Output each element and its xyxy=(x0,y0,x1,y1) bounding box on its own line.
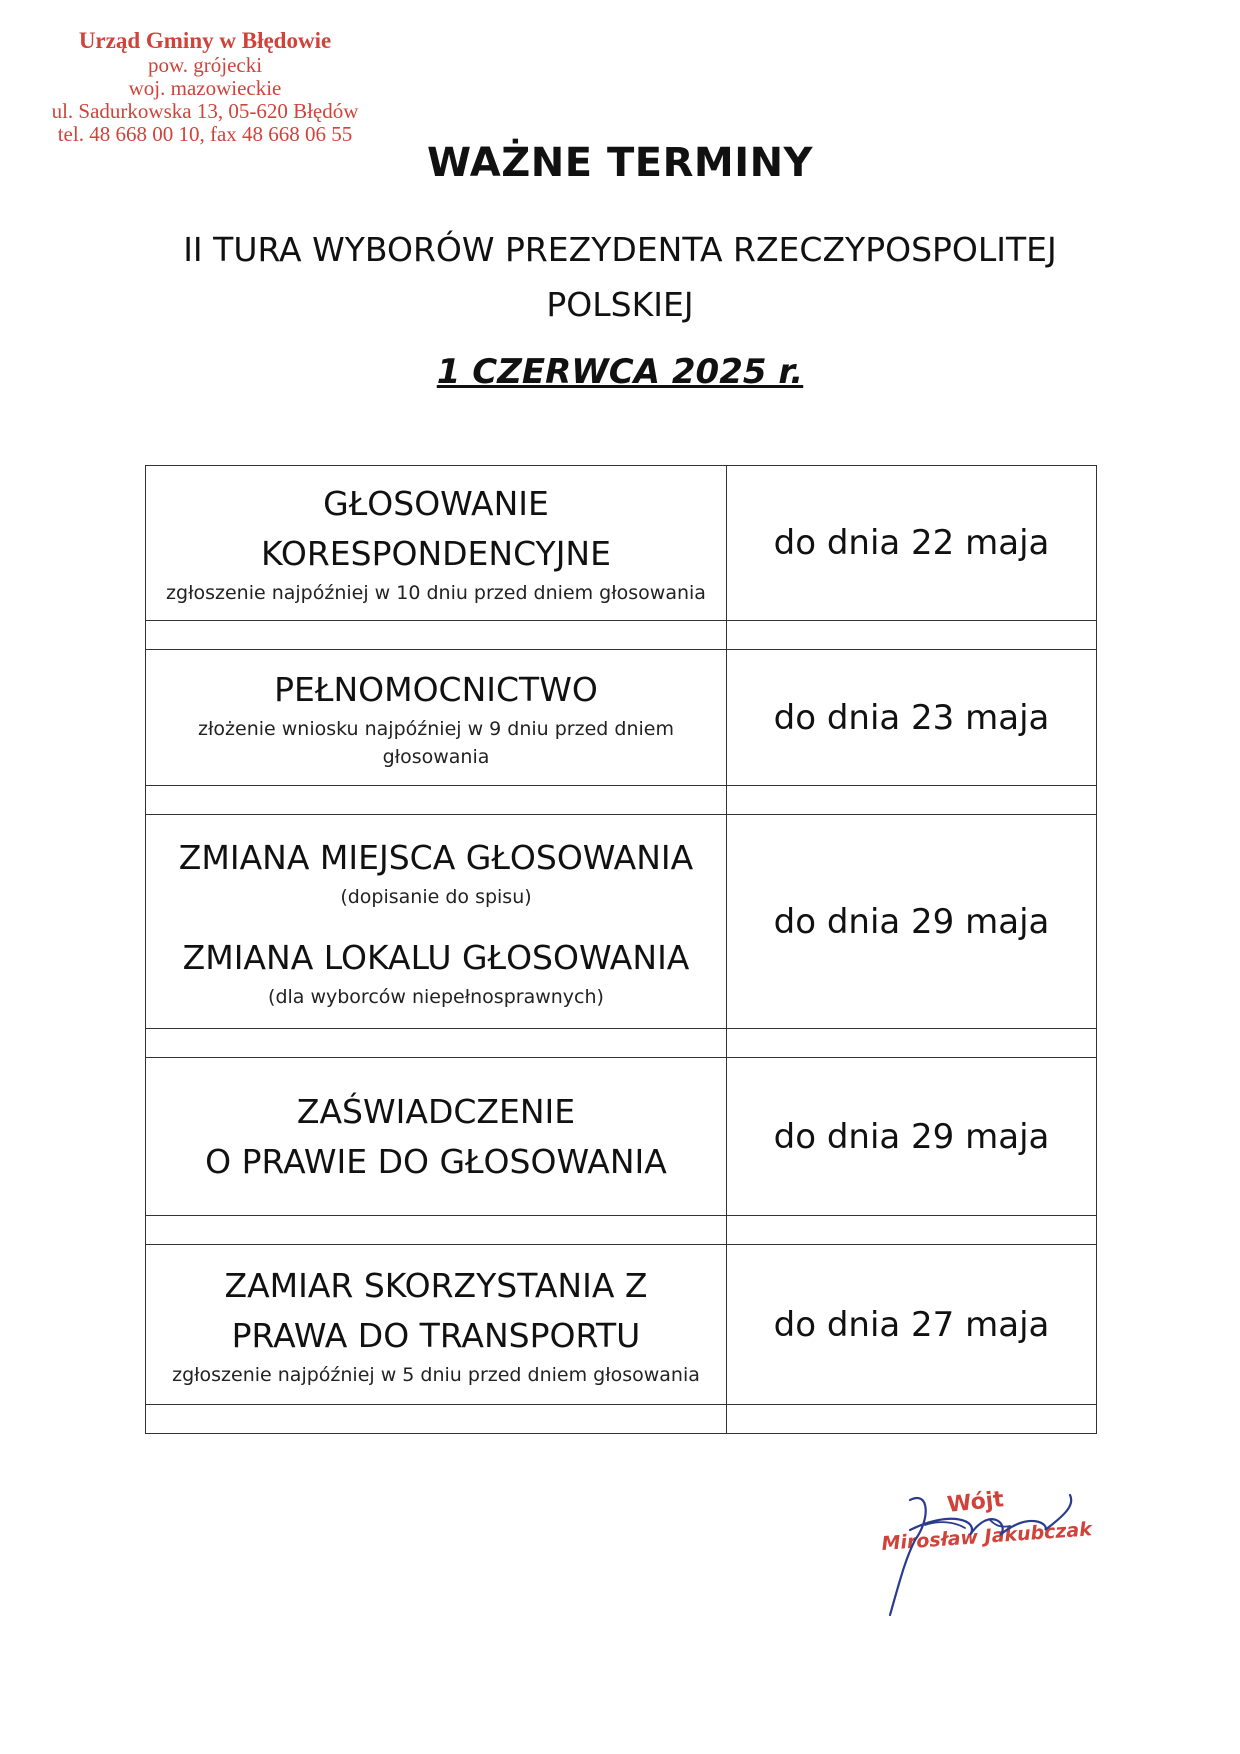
subtitle xyxy=(160,222,1080,332)
row-note: (dla wyborców niepełnosprawnych) xyxy=(268,985,604,1008)
table-row xyxy=(146,1058,1097,1216)
spacer-row xyxy=(146,786,1097,815)
row-description xyxy=(146,650,727,786)
spacer-row xyxy=(146,1216,1097,1245)
phone-fax: tel. 48 668 00 10, fax 48 668 06 55 xyxy=(57,122,353,146)
subtitle-line-1: II TURA WYBORÓW PREZYDENTA RZECZYPOSPOLITEJ xyxy=(183,230,1057,269)
table-row xyxy=(146,466,1097,621)
spacer-row xyxy=(146,621,1097,650)
voivodeship: woj. mazowieckie xyxy=(128,76,282,100)
row-note: złożenie wniosku najpóźniej w 9 dniu przed dniem xyxy=(198,717,674,740)
row-deadline: do dnia 29 maja xyxy=(727,815,1097,1029)
table-row xyxy=(146,650,1097,786)
row-heading: ZAMIAR SKORZYSTANIA Z xyxy=(224,1265,648,1305)
spacer-row xyxy=(146,1029,1097,1058)
row-deadline: do dnia 22 maja xyxy=(727,466,1097,621)
row-deadline: do dnia 27 maja xyxy=(727,1245,1097,1405)
row-description xyxy=(146,1245,727,1405)
stamp-title: Wójt xyxy=(946,1487,1005,1518)
election-date: 1 CZERWCA 2025 r. xyxy=(436,352,804,392)
row-heading: O PRAWIE DO GŁOSOWANIA xyxy=(205,1141,667,1181)
row-deadline: do dnia 23 maja xyxy=(727,650,1097,786)
row-heading: GŁOSOWANIE xyxy=(323,484,549,523)
row-description xyxy=(146,1058,727,1216)
table-row xyxy=(146,1245,1097,1405)
address: ul. Sadurkowska 13, 05-620 Błędów xyxy=(51,99,359,123)
subtitle-line-2: POLSKIEJ xyxy=(546,285,694,324)
row-note: zgłoszenie najpóźniej w 5 dniu przed dniem głosowania xyxy=(172,1363,700,1386)
stamp-name: Mirosław Jakubczak xyxy=(880,1518,1093,1555)
row-heading: PRAWA DO TRANSPORTU xyxy=(231,1315,641,1355)
signature-stamp xyxy=(870,1480,1100,1620)
table-row xyxy=(146,815,1097,1029)
row-heading: ZMIANA LOKALU GŁOSOWANIA xyxy=(182,937,690,977)
row-description xyxy=(146,466,727,621)
row-description xyxy=(146,815,727,1029)
row-note: zgłoszenie najpóźniej w 10 dniu przed dniem głosowania xyxy=(166,582,706,604)
row-heading: ZMIANA MIEJSCA GŁOSOWANIA xyxy=(178,837,694,877)
row-heading: ZAŚWIADCZENIE xyxy=(296,1091,576,1131)
signature-graphic xyxy=(870,1480,1100,1620)
county: pow. grójecki xyxy=(147,53,263,77)
row-note: (dopisanie do spisu) xyxy=(340,885,532,908)
row-note: głosowania xyxy=(382,745,490,768)
row-heading: KORESPONDENCYJNE xyxy=(261,534,611,573)
page-title: WAŻNE TERMINY xyxy=(426,140,814,186)
letterhead-stamp xyxy=(20,28,390,146)
office-name: Urząd Gminy w Błędowie xyxy=(78,28,332,53)
row-heading: PEŁNOMOCNICTWO xyxy=(274,669,598,709)
row-deadline: do dnia 29 maja xyxy=(727,1058,1097,1216)
deadlines-table xyxy=(145,465,1097,1434)
spacer-row xyxy=(146,1405,1097,1434)
